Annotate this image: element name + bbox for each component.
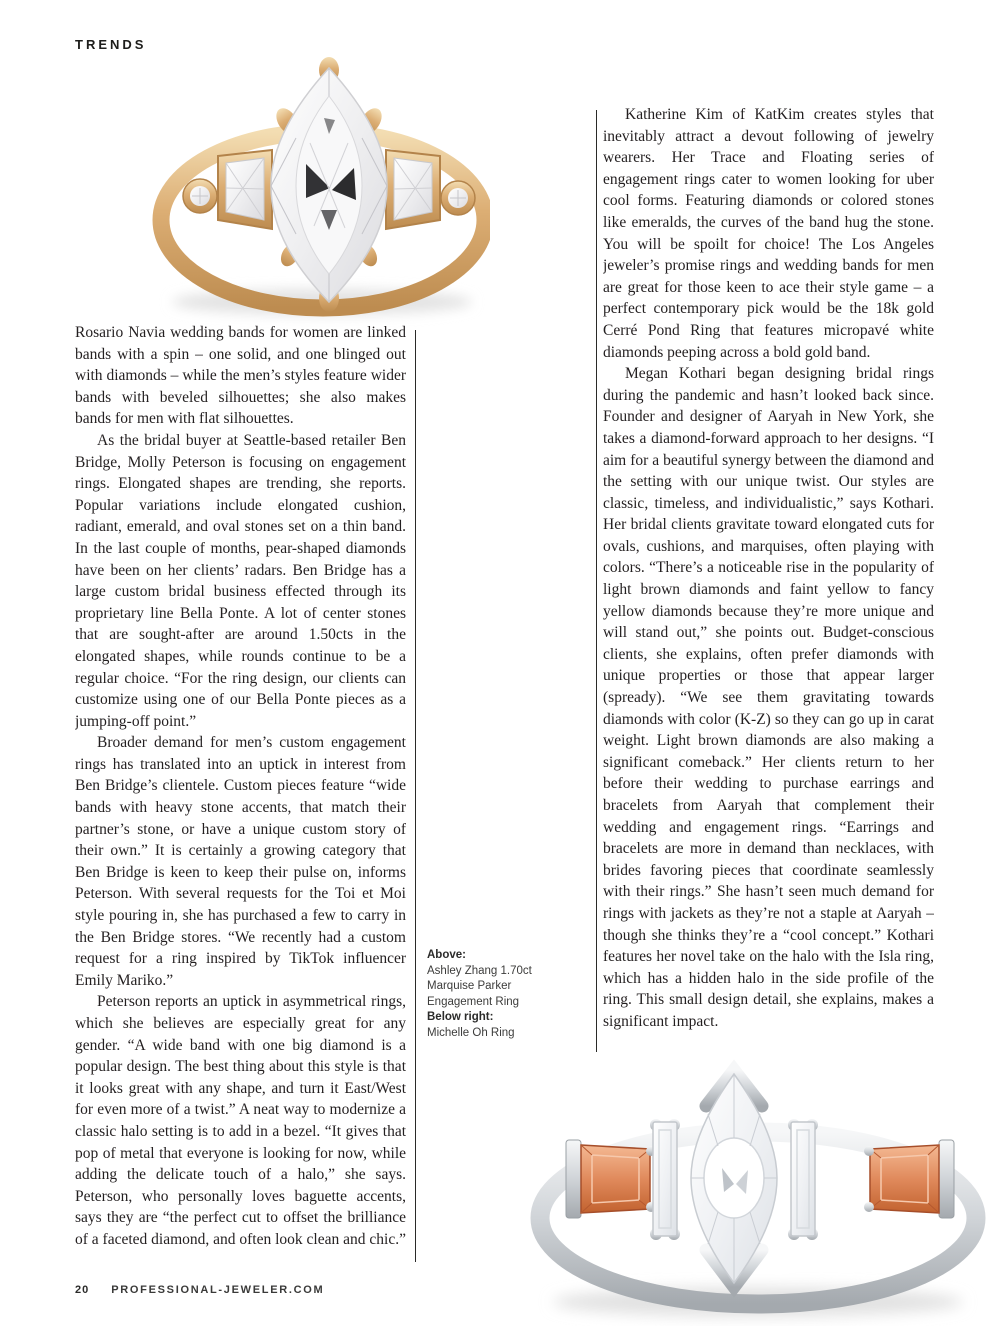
top-ring-photo [140,48,490,328]
page-footer [75,1284,324,1296]
gold-marquise-ring-image [140,48,490,328]
paragraph: Peterson reports an uptick in asymmetrical rings, which she believes are especially great for any gender. “A wide band with one big diamond is a popular design. The best thing about this style is that it looks great with any shape, and turn it East/West for even more of a twist.” A neat way to modernize a classic halo setting is to add in a bezel. “It gives that pop of metal that everyone is looking for now, while adding the delicate touch of a halo,” she says. Peterson, who personally loves baguette accents, says they are “the perfect cut to offset the brilliance of a faceted diamond, and often look clean and chic.” [75,993,406,1248]
caption-line: Ashley Zhang 1.70ct [427,964,532,977]
paragraph: As the bridal buyer at Seattle-based retailer Ben Bridge, Molly Peterson is focusing on engagement rings. Elongated shapes are trending, she reports. Popular variations include elongated cushion, radiant, emerald, and oval stones set on a thin band. In the last couple of months, pear-shaped diamonds have been on her clients’ radars. Ben Bridge has a large custom bridal business effected through its proprietary line Bella Ponte. A lot of center stones that are sought-after are around 1.50cts in the elongated shapes, while rounds continue to be a regular choice. “For the ring design, our clients can customize using one of our Bella Ponte pieces as a jumping-off point.” [75,431,406,730]
bottom-ring-photo [520,1050,1000,1326]
caption-above-label: Above: [427,949,466,961]
caption-below-label: Below right: [427,1011,494,1023]
paragraph: Katherine Kim of KatKim creates styles that inevitably attract a devout following of jewelry wearers. Her Trace and Floating series of engagement rings cater to women looking for uber cool forms. Featuring diamonds or colored stones like emeralds, the curves of the band hug the stone. You will be spoilt for choice! The Los Angeles jeweler’s promise rings and wedding bands for men are great for those keen to ace their style game – a perfect contemporary pick would be the 18k gold Cerré Pond Ring that features micropavé white diamonds peeping across a bold gold band. [603,106,934,361]
platinum-marquise-ring-image [520,1050,1000,1326]
article-left-column [75,322,406,1264]
page-number: 20 [75,1284,90,1296]
section-kicker: TRENDS [75,37,147,52]
column-divider-right [596,110,597,1052]
column-divider-left [415,330,416,1262]
photo-caption [427,948,587,1041]
paragraph: Rosario Navia wedding bands for women are linked bands with a spin – one solid, and one blinged out with diamonds – while the men’s styles feature wider bands with beveled silhouettes; she also makes bands for men with flat silhouettes. [75,324,406,428]
caption-line: Marquise Parker [427,980,512,992]
article-right-column [603,104,934,1056]
caption-line: Engagement Ring [427,995,520,1008]
magazine-website: PROFESSIONAL-JEWELER.COM [111,1284,325,1296]
paragraph: Megan Kothari began designing bridal rings during the pandemic and hasn’t looked back since. Founder and designer of Aaryah in New York, she takes a diamond-forward approach to her designs. “I aim for a beautiful synergy between the diamond and the setting with our unique twist. Our styles are classic, timeless, and individualistic,” says Kothari. Her bridal clients gravitate toward elongated cuts for ovals, cushions, and marquises, often playing with colors. “There’s a noticeable rise in the popularity of light brown diamonds and faint yellow to fancy yellow diamonds because they’re more unique and will stand out,” she points out. Budget-conscious clients, she explains, often prefer diamonds with unique properties or those that appear larger (spready). “We see them gravitating towards diamonds with color (K-Z) so they can go up in carat weight. Light brown diamonds are also making a significant comeback.” Her clients return to her before their wedding to purchase earrings and bracelets from Aaryah that complement their wedding and engagement rings. “Earrings and bracelets are more in demand than necklaces, with brides favoring pieces that coordinate seamlessly with their rings.” She hasn’t seen much demand for rings with jackets as they’re not a staple at Aaryah – though she thinks they’re a “cool concept.” Kothari features her novel take on the halo with the Isla ring, which has a hidden halo in the side profile of the ring. This small design detail, she explains, makes a significant impact. [603,365,934,1030]
paragraph: Broader demand for men’s custom engagement rings has translated into an uptick in interest from Ben Bridge’s clientele. Custom pieces feature “wide bands with heavy stone accents, that match their partner’s stone, or have a unique custom story of their own.” It is certainly a growing category that Ben Bridge is keen to keep their pulse on, informs Peterson. With several requests for the Toi et Moi style pouring in, she has purchased a few to carry in the Ben Bridge stores. “We recently had a custom request for a ring inspired by TikTok influencer Emily Mariko.” [75,734,406,989]
caption-line: Michelle Oh Ring [427,1026,515,1039]
